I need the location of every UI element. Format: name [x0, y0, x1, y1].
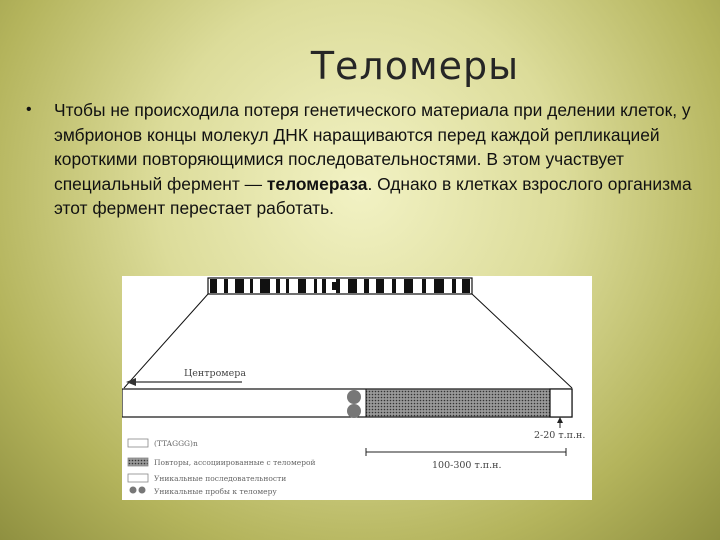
large-range-bracket [366, 448, 566, 471]
probe-marker-bottom [347, 404, 361, 418]
legend-swatch-probe-2 [139, 487, 146, 494]
legend-swatch-probe-1 [130, 487, 137, 494]
centromere-arrow [126, 368, 246, 386]
legend-label-ttaggg: (TTAGGG)n [154, 439, 198, 448]
bullet-text-bold: теломераза [266, 173, 368, 194]
zoom-line-right [472, 294, 572, 388]
telomere-diagram [122, 276, 592, 500]
probe-marker-top [347, 390, 361, 404]
legend-label-repeats: Повторы, ассоциированные с теломерой [154, 458, 316, 467]
range-small-label: 2-20 т.п.н. [534, 430, 586, 441]
diagram-legend [128, 439, 316, 496]
legend-label-probe: Уникальные пробы к теломеру [154, 487, 277, 496]
telomere-diagram-svg [122, 276, 592, 500]
bullet-text [54, 98, 694, 221]
legend-label-unique: Уникальные последовательности [154, 474, 287, 483]
ttaggg-repeats [550, 389, 572, 417]
centromere-label: Центромера [184, 368, 247, 379]
chromosome-band [208, 278, 472, 294]
legend-swatch-unique [128, 474, 148, 482]
chromosome-segment [122, 389, 572, 418]
legend-swatch-ttaggg [128, 439, 148, 447]
legend-swatch-repeats [128, 458, 148, 466]
bullet-text-part-2: . Однако в клетках взрослого организма этот фермент перестает работать. [54, 173, 692, 218]
telomere-associated-repeats [366, 389, 550, 417]
bullet-text-part-1: Чтобы не происходила потеря генетического материала при делении клеток, у эмбрионов концы молекул ДНК наращиваются перед каждой репликацией короткими повторяющимися последовательностями. В этом участвует специальный фермент — [54, 100, 691, 194]
slide-title: Теломеры [310, 44, 520, 88]
bullet-point: • [26, 101, 32, 118]
range-large-label: 100-300 т.п.н. [432, 460, 502, 471]
small-range-marker [534, 417, 585, 441]
